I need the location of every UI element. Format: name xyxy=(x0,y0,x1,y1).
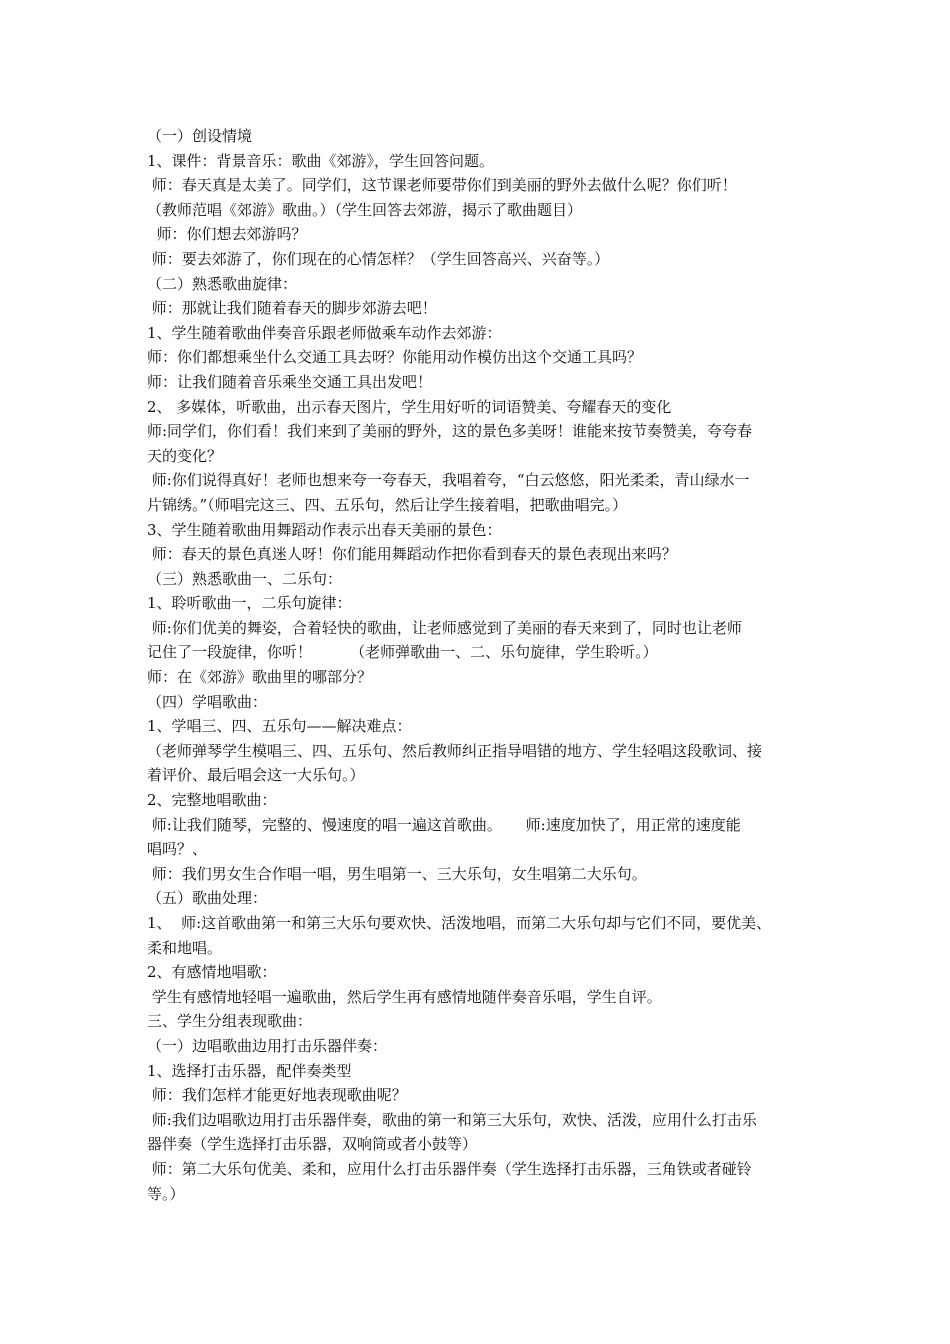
text-line: （三）熟悉歌曲一、二乐句： xyxy=(147,569,343,588)
text-line: 2、完整地唱歌曲： xyxy=(147,791,277,810)
text-line: 师：你们想去郊游吗？ xyxy=(147,225,307,244)
text-line: 柔和地唱。 xyxy=(147,938,223,957)
text-line: 师:你们说得真好！老师也想来夸一夸春天，我唱着夸，“白云悠悠，阳光柔柔，青山绿水一 xyxy=(147,471,750,490)
text-line: 记住了一段旋律，你听！ （老师弹歌曲一、二、乐句旋律，学生聆听。） xyxy=(147,643,658,662)
text-line: 1、选择打击乐器，配伴奏类型 xyxy=(147,1061,352,1080)
text-line: 师：那就让我们随着春天的脚步郊游去吧！ xyxy=(147,299,437,318)
text-line: 师:我们边唱歌边用打击乐器伴奏，歌曲的第一和第三大乐句，欢快、活泼，应用什么打击乐 xyxy=(147,1110,757,1129)
text-line: 片锦绣。”（师唱完这三、四、五乐句，然后让学生接着唱，把歌曲唱完。） xyxy=(147,495,628,514)
text-line: （二）熟悉歌曲旋律： xyxy=(147,274,298,293)
text-line: （一）创设情境 xyxy=(147,127,253,145)
text-line: （老师弹琴学生模唱三、四、五乐句、然后教师纠正指导唱错的地方、学生轻唱这段歌词、接 xyxy=(147,741,763,760)
text-line: 唱吗？、 xyxy=(147,840,208,859)
text-line: 1、学唱三、四、五乐句——解决难点： xyxy=(147,717,412,736)
text-line: 师:你们优美的舞姿，合着轻快的歌曲，让老师感觉到了美丽的春天来到了，同时也让老师 xyxy=(147,618,742,637)
text-line: 着评价、最后唱会这一大乐句。） xyxy=(147,766,365,785)
text-line: 师：在《郊游》歌曲里的哪部分？ xyxy=(147,668,373,687)
text-line: 2、 多媒体，听歌曲，出示春天图片，学生用好听的词语赞美、夸耀春天的变化 xyxy=(147,397,672,416)
text-line: 1、聆听歌曲一，二乐句旋律： xyxy=(147,594,352,613)
text-line: 师：让我们随着音乐乘坐交通工具出发吧！ xyxy=(147,372,433,391)
text-line: （教师范唱《郊游》歌曲。）（学生回答去郊游，揭示了歌曲题目） xyxy=(147,200,583,219)
text-line: 2、有感情地唱歌： xyxy=(147,963,277,982)
text-line: （一）边唱歌曲边用打击乐器伴奏： xyxy=(147,1036,388,1055)
text-line: 等。） xyxy=(147,1184,185,1203)
text-line: 1、学生随着歌曲伴奏音乐跟老师做乘车动作去郊游： xyxy=(147,323,502,342)
text-line: 师：你们都想乘坐什么交通工具去呀？你能用动作模仿出这个交通工具吗？ xyxy=(147,348,643,367)
text-line: 师:让我们随琴，完整的、慢速度的唱一遍这首歌曲。 师:速度加快了，用正常的速度能 xyxy=(147,815,741,834)
text-line: 师：要去郊游了，你们现在的心情怎样？（学生回答高兴、兴奋等。） xyxy=(147,249,610,268)
text-line: 师：第二大乐句优美、柔和，应用什么打击乐器伴奏（学生选择打击乐器，三角铁或者碰铃 xyxy=(147,1159,752,1178)
text-line: 三、学生分组表现歌曲： xyxy=(147,1012,313,1031)
text-line: 师：我们怎样才能更好地表现歌曲呢？ xyxy=(147,1086,407,1105)
document-body xyxy=(147,124,815,1206)
text-line: 师：春天的景色真迷人呀！你们能用舞蹈动作把你看到春天的景色表现出来吗？ xyxy=(147,545,677,564)
text-line: 1、 师:这首歌曲第一和第三大乐句要欢快、活泼地唱，而第二大乐句却与它们不同，要优美、 xyxy=(147,914,772,932)
text-line: 3、学生随着歌曲用舞蹈动作表示出春天美丽的景色： xyxy=(147,520,502,539)
text-line: 器伴奏（学生选择打击乐器，双响筒或者小鼓等） xyxy=(147,1135,478,1154)
text-line: 学生有感情地轻唱一遍歌曲，然后学生再有感情地随伴奏音乐唱，学生自评。 xyxy=(147,987,662,1006)
text-line: （四）学唱歌曲： xyxy=(147,692,268,711)
text-line: （五）歌曲处理： xyxy=(147,889,268,908)
text-line: 师：春天真是太美了。同学们，这节课老师要带你们到美丽的野外去做什么呢？你们听！ xyxy=(147,176,737,195)
text-line: 天的变化？ xyxy=(147,446,223,465)
text-line: 1、课件：背景音乐：歌曲《郊游》，学生回答问题。 xyxy=(147,151,495,170)
text-line: 师:同学们，你们看！我们来到了美丽的野外，这的景色多美呀！谁能来按节奏赞美，夸夸春 xyxy=(147,422,753,441)
text-line: 师：我们男女生合作唱一唱，男生唱第一、三大乐句，女生唱第二大乐句。 xyxy=(147,864,647,883)
